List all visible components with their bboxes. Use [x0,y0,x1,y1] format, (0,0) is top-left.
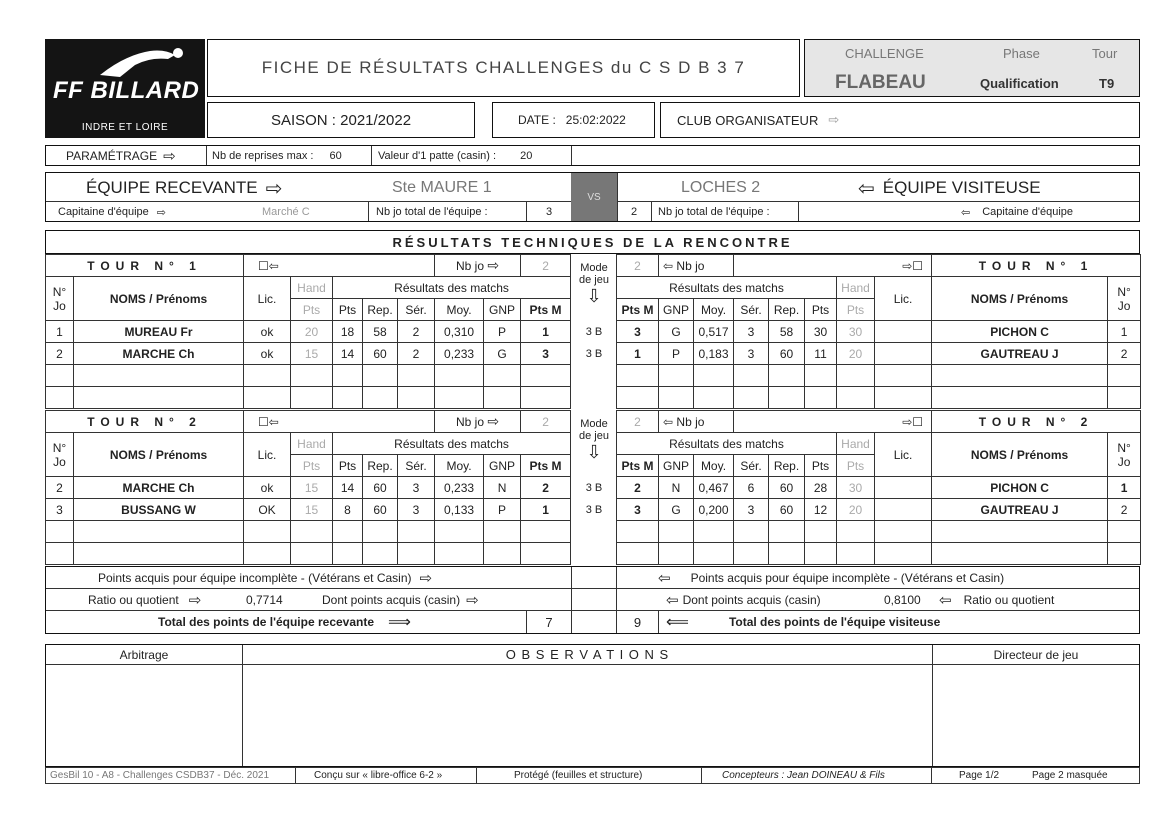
param-label: PARAMÉTRAGE ⇨ [66,147,176,165]
table-row: 3 G 0,200 3 60 12 20 GAUTREAU J 2 [617,499,1141,521]
tour2-mode-2: 3 B [585,504,603,516]
table-row [617,543,1141,565]
away-total-label: ⟸ Total des points de l'équipe visiteuse [666,614,941,631]
home-total-label: Total des points de l'équipe recevante ⟹ [158,614,411,631]
tour1-home-nbjo: 2 [521,255,571,277]
tour2-away-checkbox[interactable]: ⇨☐ [734,411,932,433]
club-label: CLUB ORGANISATEUR [677,112,819,128]
phase-label: Phase [1003,46,1040,61]
table-row [46,543,571,565]
observations-block [45,644,1140,767]
col-ser: Sér. [398,299,435,321]
tour1-away-checkbox[interactable]: ⇨☐ [734,255,932,277]
home-captain: Marché C [262,206,310,218]
tour1-away-nbjo: 2 [617,255,659,277]
arrow-left-icon: ⇦ [663,414,674,429]
home-points-incomplete: Points acquis pour équipe incomplète - (Vétérans et Casin) ⇨ [98,569,433,587]
tour1-home-nbjo-label: Nb jo ⇨ [435,255,521,277]
table-row [46,521,571,543]
table-row [617,521,1141,543]
challenge-box [804,39,1140,97]
away-label: ⇦ ÉQUIPE VISITEUSE [858,177,1041,200]
col-moy: Moy. [435,299,484,321]
tour2-mode-label: Mode de jeu ⇩ [579,418,609,462]
arrow-right-icon: ⇨ [163,147,176,165]
away-nbjo: 2 [631,206,638,218]
tour2-home-nbjo: 2 [521,411,571,433]
tour2-away-label: TOUR N° 2 [932,411,1141,433]
col-no: N° Jo [46,277,74,321]
away-dont-points: ⇦ Dont points acquis (casin) [666,591,821,609]
col-gnp: GNP [484,299,521,321]
away-ratio-label: ⇦ Ratio ou quotient [939,591,1055,609]
arrow-right-icon: ⇨ [188,591,202,609]
arrow-left-icon: ⟸ [666,614,689,631]
tour2-mode-1: 3 B [585,482,603,494]
away-captain-label: ⇦ Capitaine d'équipe [961,206,1074,219]
arrow-right-icon: ⇨ [828,112,840,127]
arrow-left-icon: ⇦ [961,206,971,219]
away-casin: 0,8100 [884,592,921,607]
tour1-mode-2: 3 B [585,348,603,360]
col-pts: Pts [333,299,363,321]
arrow-left-icon: ⇦ [666,591,679,609]
vs-badge: VS [571,173,617,221]
col-noms: NOMS / Prénoms [74,277,244,321]
away-total: 9 [633,614,642,630]
tour1-mode-1: 3 B [585,326,603,338]
table-row: 3 G 0,517 3 58 30 30 PICHON C 1 [617,321,1141,343]
col-hand-pts: Pts [291,299,333,321]
away-points-incomplete: ⇦ Points acquis pour équipe incomplète - (Vétérans et Casin) [658,569,1005,587]
tour1-away-nbjo-label: ⇦ Nb jo [659,255,734,277]
tour1-mode-label: Mode de jeu ⇩ [579,262,609,306]
footer-libre-office: Conçu sur « libre-office 6-2 » [314,770,443,781]
arrow-left-icon: ⇦ [939,591,952,609]
reprises: Nb de reprises max : 60 [212,149,342,162]
saison: SAISON : 2021/2022 [207,102,475,138]
arrow-right-icon: ⇨ [466,591,479,609]
arrow-right-icon: ⇨ [487,257,500,273]
tour2-home-label: TOUR N° 2 [46,411,244,433]
challenge-value: FLABEAU [835,72,926,93]
ff-billard-logo [45,39,205,138]
observations-title: O B S E R V A T I O N S [505,647,670,662]
observations-area[interactable] [244,666,930,764]
tour2-home-nbjo-label: Nb jo ⇨ [435,411,521,433]
tour2-away-nbjo: 2 [617,411,659,433]
away-nbjo-label: Nb jo total de l'équipe : [658,206,770,218]
section-title: RÉSULTATS TECHNIQUES DE LA RENCONTRE [45,230,1140,254]
table-row [46,387,571,409]
tour1-home-label: TOUR N° 1 [46,255,244,277]
table-row: 3 BUSSANG W OK 15 8 60 3 0,133 P 1 [46,499,571,521]
col-hand: Hand [291,277,333,299]
club-organisateur [660,102,1140,138]
logo-brand: FF BILLARD [53,77,200,104]
footer-version: GesBil 10 - A8 - Challenges CSDB37 - Déc. 2021 [50,770,269,781]
home-team-name: Ste MAURE 1 [392,179,492,196]
tour2-away-table: 2 ⇦ Nb jo ⇨☐ TOUR N° 2 Résultats des matchs Hand Lic. NOMS / Prénoms N° Jo Pts M GNP Moy. Sér. Rep. Pts Pts 2 N 0,467 6 60 28 30 PICHON C 1 3 G 0,200 3 60 12 20 GAUTREAU J 2 [616,410,1141,565]
tour1-away-label: TOUR N° 1 [932,255,1141,277]
param-row [45,145,1140,166]
home-nbjo: 3 [546,206,553,218]
arrow-left-icon: ⇦ [658,569,671,587]
footer-protege: Protégé (feuilles et structure) [514,770,643,781]
table-row: 1 P 0,183 3 60 11 20 GAUTREAU J 2 [617,343,1141,365]
tour-value: T9 [1099,76,1115,91]
footer-concepteurs: Concepteurs : Jean DOINEAU & Fils [722,770,885,781]
table-row: 2 MARCHE Ch ok 15 14 60 3 0,233 N 2 [46,477,571,499]
arrow-right-icon: ⇨ [156,206,167,219]
arrow-left-icon: ⇦ [858,177,875,200]
tour-label: Tour [1092,46,1118,61]
col-ptsm: Pts M [521,299,571,321]
tour2-home-table: TOUR N° 2 ☐⇦ Nb jo ⇨ 2 N° Jo NOMS / Prénoms Lic. Hand Résultats des matchs Pts Pts Rep. Sér. Moy. GNP Pts M 2 MARCHE Ch ok 15 14 60 3 0,233 N 2 3 BUSSANG W OK 15 8 60 3 0,133 P 1 [45,410,571,565]
tour2-home-checkbox[interactable]: ☐⇦ [244,411,435,433]
tour1-away-table: 2 ⇦ Nb jo ⇨☐ TOUR N° 1 Résultats des matchs Hand Lic. NOMS / Prénoms N° Jo Pts M GNP Moy. Sér. Rep. Pts Pts 3 G 0,517 3 58 30 30 PICHON C 1 1 P 0,183 3 60 11 20 GAUTREAU J 2 [616,254,1141,409]
home-total: 7 [545,614,553,630]
col-rep: Rep. [363,299,398,321]
arrow-right-icon: ⇨ [265,177,283,200]
table-row [617,365,1141,387]
home-ratio-label: Ratio ou quotient ⇨ [88,591,202,609]
away-team-name: LOCHES 2 [681,179,761,196]
home-dont-points: Dont points acquis (casin) ⇨ [322,591,479,609]
arrow-right-icon: ⇨ [487,413,500,429]
home-ratio: 0,7714 [246,592,283,607]
footer-page-hidden: Page 2 masquée [1032,770,1108,781]
tour1-home-table [45,254,571,409]
sheet-title: FICHE DE RÉSULTATS CHALLENGES du C S D B 3 7 [207,39,800,97]
phase-value: Qualification [980,76,1059,91]
table-row: 2 N 0,467 6 60 28 30 PICHON C 1 [617,477,1141,499]
footer [45,767,1140,784]
date-label: DATE : [518,113,556,127]
arrow-down-icon: ⇩ [586,442,602,462]
totals-block [45,566,1140,634]
arrow-right-icon: ⇨ [419,569,433,587]
arrow-down-icon: ⇩ [586,286,602,306]
challenge-label: CHALLENGE [845,46,924,61]
home-nbjo-label: Nb jo total de l'équipe : [376,206,488,218]
arrow-right-icon: ⟹ [388,614,411,631]
arbitrage-label: Arbitrage [119,647,169,662]
home-label: ÉQUIPE RECEVANTE ⇨ [86,177,283,200]
teams-block [45,172,1140,222]
table-row: 2 MARCHE Ch ok 15 14 60 2 0,233 G 3 [46,343,571,365]
col-resultats: Résultats des matchs [333,277,571,299]
tour1-home-checkbox[interactable]: ☐⇦ [244,255,435,277]
table-row [617,387,1141,409]
table-row: 1 MUREAU Fr ok 20 18 58 2 0,310 P 1 [46,321,571,343]
col-lic: Lic. [244,277,291,321]
footer-page: Page 1/2 [959,770,1000,781]
home-captain-label: Capitaine d'équipe ⇨ [58,206,167,219]
date-box [492,102,655,138]
arrow-left-icon: ⇦ [663,258,674,273]
directeur-label: Directeur de jeu [993,647,1079,662]
patte: Valeur d'1 patte (casin) : 20 [378,149,533,162]
table-row [46,365,571,387]
logo-region: INDRE ET LOIRE [81,122,169,133]
date-value: 25:02:2022 [565,113,626,127]
